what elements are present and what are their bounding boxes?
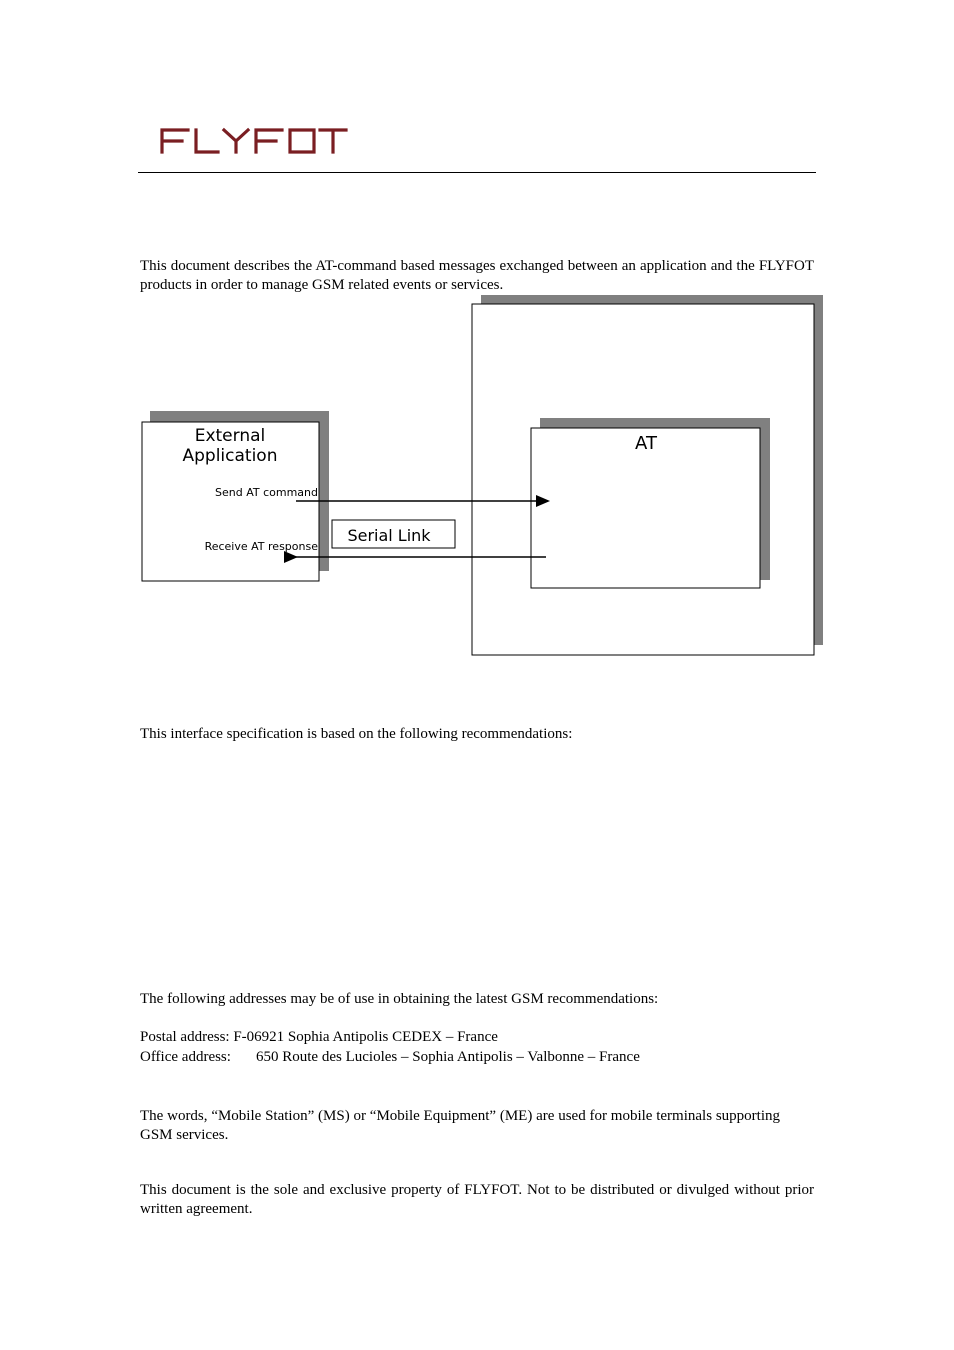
recommendations-paragraph: This interface specification is based on the following recommendations: [140, 726, 573, 742]
property-notice: This document is the sole and exclusive property of FLYFOT. Not to be distributed or divulged without prior written agreement. [140, 1182, 814, 1217]
postal-address-value: F-06921 Sophia Antipolis CEDEX – France [233, 1029, 498, 1045]
send-at-command-label: Send AT command [215, 486, 318, 499]
addresses-intro: The following addresses may be of use in obtaining the latest GSM recommendations: [140, 991, 659, 1007]
flyfot-logo [158, 122, 348, 158]
at-box-label: AT [635, 433, 657, 454]
office-address [140, 1048, 814, 1067]
serial-link-box [332, 520, 455, 548]
external-app-title-line2: Application [182, 446, 278, 466]
intro-paragraph: This document describes the AT-command based messages exchanged between an application and the FLYFOT products in order to manage GSM related events or services. [140, 258, 814, 293]
header-rule [138, 172, 816, 173]
serial-link-label: Serial Link [347, 526, 431, 545]
external-application-box [142, 411, 329, 581]
at-architecture-diagram [130, 290, 830, 670]
postal-address [140, 1028, 814, 1047]
office-address-label: Office address: [140, 1049, 231, 1065]
external-app-title-line1: External [194, 426, 266, 446]
receive-at-response-label: Receive AT response [204, 540, 318, 553]
at-box [531, 418, 770, 588]
postal-address-label: Postal address: [140, 1029, 230, 1045]
office-address-value: 650 Route des Lucioles – Sophia Antipolis – Valbonne – France [256, 1049, 640, 1065]
definitions-paragraph: The words, “Mobile Station” (MS) or “Mobile Equipment” (ME) are used for mobile terminals supporting GSM services. [140, 1108, 780, 1143]
